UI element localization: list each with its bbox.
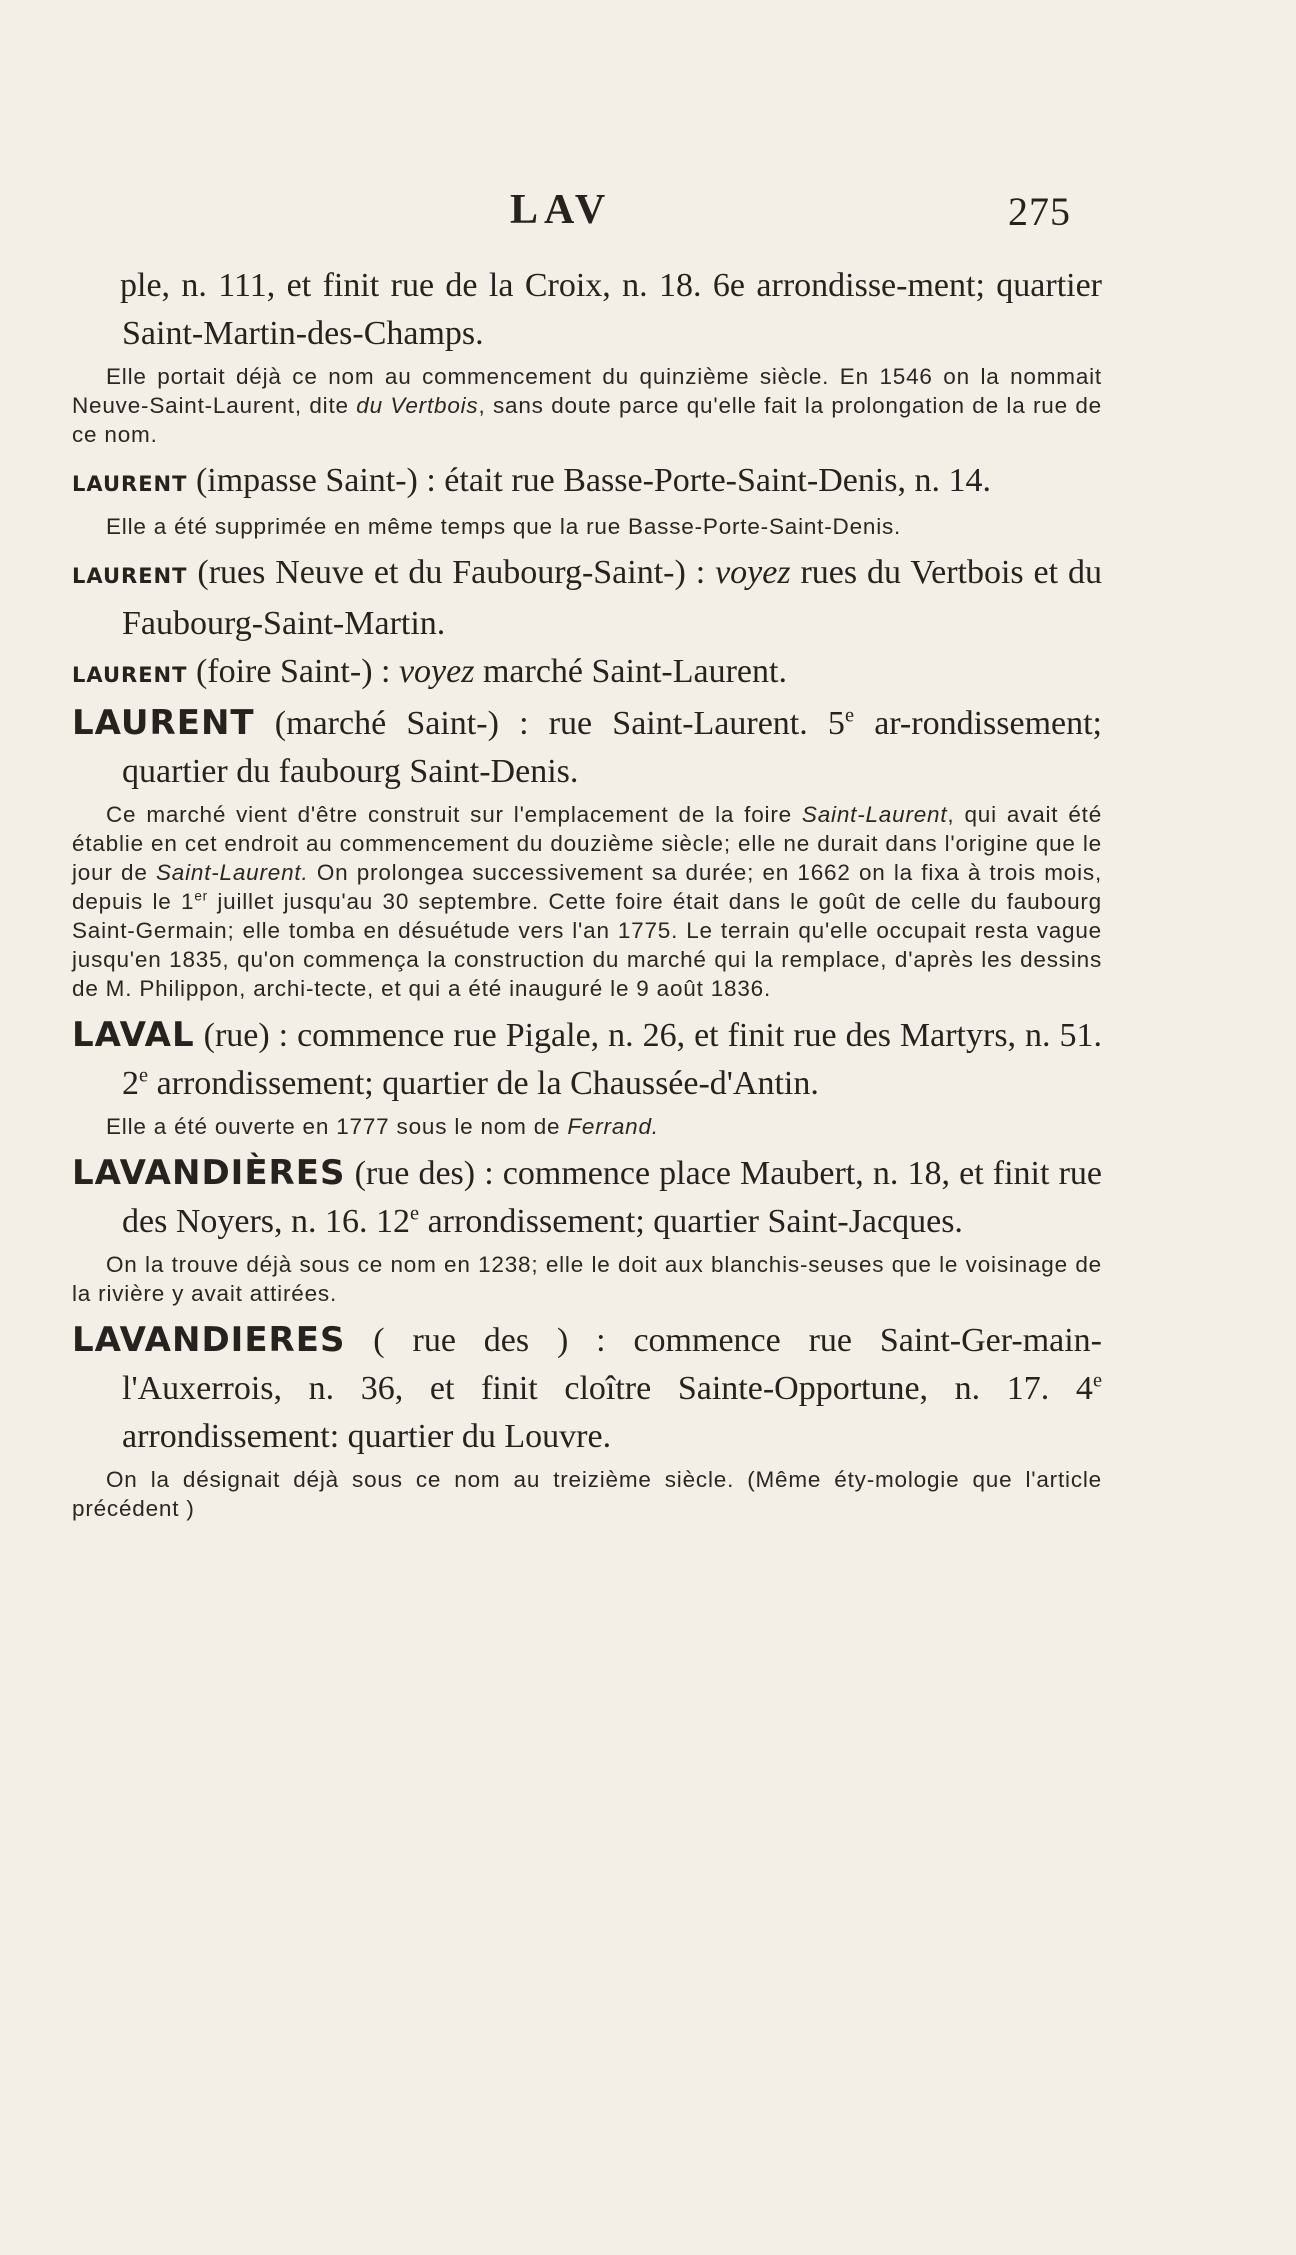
entry-note: Elle a été ouverte en 1777 sous le nom de Ferrand. xyxy=(106,1114,659,1139)
entry-lavandieres-1 xyxy=(72,1149,1102,1308)
page-number: 275 xyxy=(1008,189,1071,234)
entry-continued xyxy=(72,262,1102,449)
entry-text: LAVANDIERES ( rue des ) : commence rue Saint-Ger-main-l'Auxerrois, n. 36, et finit cloître Sainte-Opportune, n. 17. 4e arrondissement: quartier du Louvre. xyxy=(72,1320,1102,1455)
entry-laurent-impasse xyxy=(72,457,1102,541)
entry-text: ple, n. 111, et finit rue de la Croix, n. 18. 6e arrondisse-ment; quartier Saint-Martin-des-Champs. xyxy=(120,267,1102,352)
entry-laval xyxy=(72,1011,1102,1141)
headword: LAURENT xyxy=(72,564,188,588)
headword: LAVANDIÈRES xyxy=(72,1153,346,1193)
entry-text: LAURENT (rues Neuve et du Faubourg-Saint-) : voyez rues du Vertbois et du Faubourg-Saint-Martin. xyxy=(72,554,1102,642)
entry-note: On la trouve déjà sous ce nom en 1238; elle le doit aux blanchis-seuses que le voisinage de la rivière y avait attirées. xyxy=(72,1252,1102,1306)
entry-text: LAURENT (impasse Saint-) : était rue Basse-Porte-Saint-Denis, n. 14. xyxy=(72,462,992,499)
entry-text: LAURENT (marché Saint-) : rue Saint-Laurent. 5e ar-rondissement; quartier du faubourg Saint-Denis. xyxy=(72,703,1102,790)
headword: LAURENT xyxy=(72,472,188,496)
entry-lavandieres-2 xyxy=(72,1316,1102,1523)
text-body xyxy=(72,262,1102,1531)
entry-text: LAVAL (rue) : commence rue Pigale, n. 26, et finit rue des Martyrs, n. 51. 2e arrondissement; quartier de la Chaussée-d'Antin. xyxy=(72,1015,1102,1102)
entry-note: Elle portait déjà ce nom au commencement du quinzième siècle. En 1546 on la nommait Neuve-Saint-Laurent, dite du Vertbois, sans doute parce qu'elle fait la prolongation de la rue de ce nom. xyxy=(72,364,1102,447)
headword: LAURENT xyxy=(72,663,188,687)
entry-note: On la désignait déjà sous ce nom au treizième siècle. (Même éty-mologie que l'article précédent ) xyxy=(72,1467,1102,1521)
entry-laurent-foire xyxy=(72,648,1102,699)
headword: LAVANDIERES xyxy=(72,1320,346,1360)
entry-laurent-rues xyxy=(72,549,1102,648)
entry-text: LAURENT (foire Saint-) : voyez marché Saint-Laurent. xyxy=(72,653,787,690)
header-title: LAV xyxy=(510,187,612,233)
headword: LAURENT xyxy=(72,703,255,743)
entry-text: LAVANDIÈRES (rue des) : commence place Maubert, n. 18, et finit rue des Noyers, n. 16. 12e arrondissement; quartier Saint-Jacques. xyxy=(72,1153,1102,1240)
entry-note: Elle a été supprimée en même temps que la rue Basse-Porte-Saint-Denis. xyxy=(106,514,902,539)
headword: LAVAL xyxy=(72,1015,195,1055)
entry-laurent-marche xyxy=(72,699,1102,1003)
running-header xyxy=(0,186,1296,246)
entry-note: Ce marché vient d'être construit sur l'emplacement de la foire Saint-Laurent, qui avait été établie en cet endroit au commencement du douzième siècle; elle ne durait dans l'origine que le jour de Saint-Laurent. On prolongea successivement sa durée; en 1662 on la fixa à trois mois, depuis le 1er juillet jusqu'au 30 septembre. Cette foire était dans le goût de celle du faubourg Saint-Germain; elle tomba en désuétude vers l'an 1775. Le terrain qu'elle occupait resta vague jusqu'en 1835, qu'on commença la construction du marché qui la remplace, d'après les dessins de M. Philippon, archi-tecte, et qui a été inauguré le 9 août 1836. xyxy=(72,802,1103,1001)
